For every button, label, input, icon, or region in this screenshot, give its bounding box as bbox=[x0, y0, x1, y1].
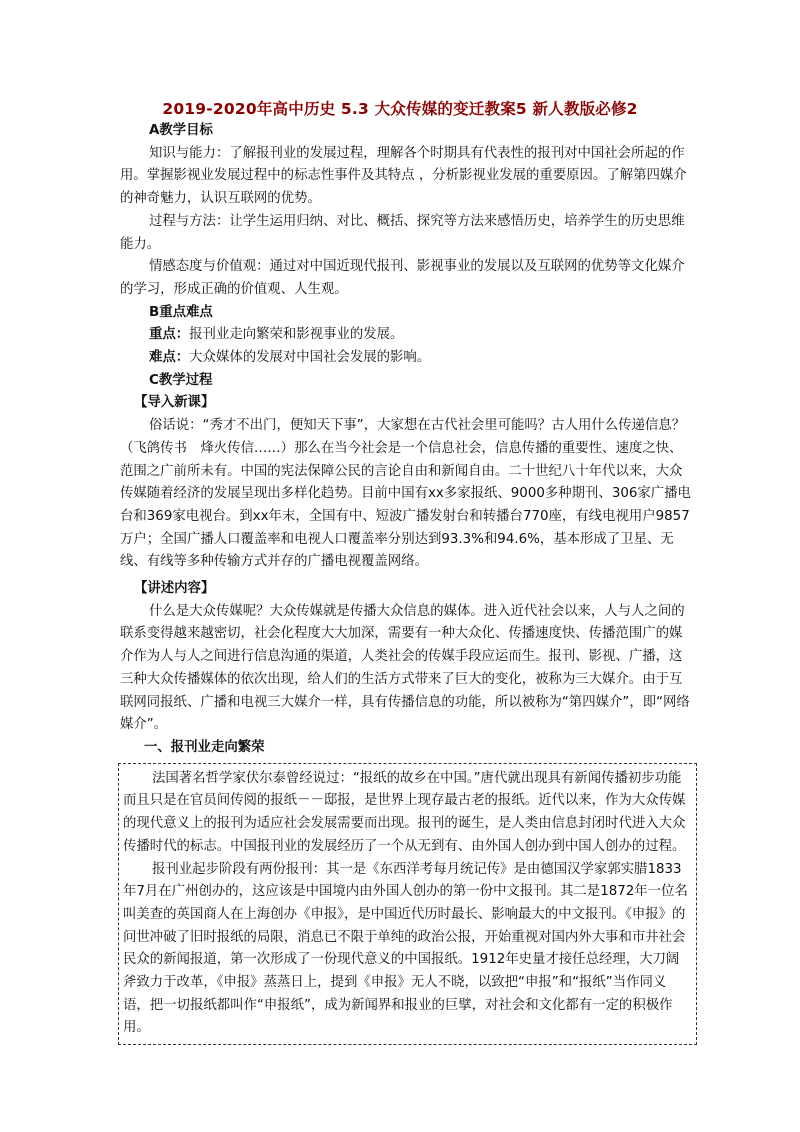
difficulty-text: 大众媒体的发展对中国社会发展的影响。 bbox=[189, 350, 431, 366]
document-title: 2019-2020年高中历史 5.3 大众传媒的变迁教案5 新人教版必修2 bbox=[162, 100, 638, 118]
intro-heading: 【导入新课】 bbox=[134, 395, 215, 411]
goal-knowledge: 知识与能力：了解报刊业的发展过程，理解各个时期具有代表性的报刊对中国社会所起的作用。掌握影视业发展过程中的标志性事件及其特点 ，分析影视业发展的重要原因。了解第四媒介的神奇魅力，认识互联网的优势。 bbox=[120, 145, 687, 207]
dashed-content-box bbox=[118, 763, 697, 1045]
lecture-text: 什么是大众传媒呢？大众传媒就是传播大众信息的媒体。进入近代社会以来，人与人之间的联系变得越来越密切，社会化程度大大加深，需要有一种大众化、传播速度快、传播范围广的媒介作为人与人之间进行信息沟通的渠道，人类社会的传媒手段应运而生。报刊、影视、广播，这三种大众传播媒体的依次出现，给人们的生活方式带来了巨大的变化，被称为三大媒介。由于互联网同报纸、广播和电视三大媒介一样，具有传播信息的功能，所以被称为“第四媒介”，即“网络媒介”。 bbox=[120, 603, 690, 733]
lecture-heading: 【讲述内容】 bbox=[134, 581, 215, 597]
key-point bbox=[120, 324, 695, 347]
key-point-label: 重点： bbox=[149, 327, 190, 343]
difficulty-point bbox=[120, 347, 695, 370]
section-b-heading: B重点难点 bbox=[149, 304, 213, 320]
box-paragraph-1: 法国著名哲学家伏尔泰曾经说过：“报纸的故乡在中国。”唐代就出现具有新闻传播初步功能而且只是在官员间传阅的报纸－－邸报，是世界上现存最古老的报纸。近代以来，作为大众传媒的现代意义上的报刊为适应社会发展需要而出现。报刊的诞生，是人类由信息封闭时代进入大众传播时代的标志。中国报刊业的发展经历了一个从无到有、由外国人创办到中国人创办的过程。 bbox=[123, 770, 686, 854]
subsection-heading-press: 一、报刊业走向繁荣 bbox=[144, 739, 265, 755]
section-a-heading: A教学目标 bbox=[149, 123, 213, 138]
goal-attitude: 情感态度与价值观：通过对中国近现代报刊、影视事业的发展以及互联网的优势等文化媒介的学习，形成正确的价值观、人生观。 bbox=[120, 259, 685, 297]
section-c-heading: C教学过程 bbox=[149, 372, 213, 388]
box-paragraph-2: 报刊业起步阶段有两份报刊：其一是《东西洋考每月统记传》是由德国汉学家郭实腊1833年7月在广州创办的，这应该是中国境内由外国人创办的第一份中文报刊。其二是1872年一位名叫美查的英国商人在上海创办《申报》，是中国近代历时最长、影响最大的中文报刊。《申报》的问世冲破了旧时报纸的局限，消息已不限于单纯的政治公报，开始重视对国内外大事和市井社会民众的新闻报道，第一次形成了一份现代意义的中国报纸。1912年史量才接任总经理，大刀阔斧致力于改革，《申报》蒸蒸日上，提到《申报》无人不晓，以致把“申报”和“报纸”当作同义语，把一切报纸都叫作“申报纸”，成为新闻界和报业的巨擘，对社会和文化都有一定的积极作用。 bbox=[123, 861, 688, 1036]
key-point-text: 报刊业走向繁荣和影视事业的发展。 bbox=[189, 327, 404, 343]
document-body bbox=[120, 120, 695, 1045]
difficulty-label: 难点： bbox=[149, 350, 190, 366]
goal-process: 过程与方法：让学生运用归纳、对比、概括、探究等方法来感悟历史，培养学生的历史思维能力。 bbox=[120, 213, 685, 252]
intro-text: 俗话说：“秀才不出门，便知天下事”，大家想在古代社会里可能吗？古人用什么传递信息？（飞鸽传书 烽火传信……）那么在当今社会是一个信息社会，信息传播的重要性、速度之快、范围之广前所未有。中国的宪法保障公民的言论自由和新闻自由。二十世纪八十年代以来，大众传媒随着经济的发展呈现出多样化趋势。目前中国有xx多家报纸、9000多种期刊、306家广播电台和369家电视台。到xx年末，全国有中、短波广播发射台和转播台770座，有线电视用户9857万户；全国广播人口覆盖率和电视人口覆盖率分别达到93.3%和94.6%，基本形成了卫星、无线、有线等多种传输方式并存的广播电视覆盖网络。 bbox=[120, 418, 691, 570]
